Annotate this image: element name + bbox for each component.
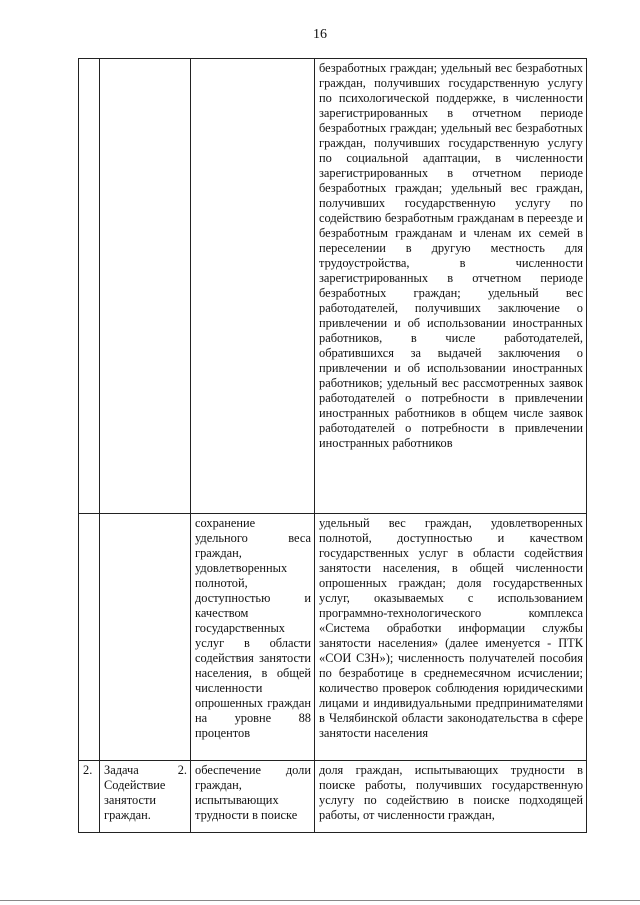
row-number-cell xyxy=(79,514,100,761)
indicators-text: удельный вес граждан, удовлетворенных полнотой, доступностью и качеством государственных услуг в области содействия занятости населения, в общей численности опрошенных граждан; доля государственных услуг, оказываемых с использованием программно-технологического комплекса «Система обработки информации службы занятости населения» (далее именуется - ПТК «СОИ СЗН»); численность получателей пособия по безработице в среднемесячном исчислении; количество проверок соблюдения юридическими лицами и индивидуальными предпринимателями в Челябинской области законодательства в сфере занятости населения xyxy=(319,516,583,740)
page-number: 16 xyxy=(313,27,327,42)
indicators-cell xyxy=(315,514,587,761)
row-number-cell xyxy=(79,761,100,833)
table-row xyxy=(79,761,587,833)
row-number: 2. xyxy=(83,763,93,777)
target-text: обеспечение доли граждан, испытывающих трудности в поиске xyxy=(195,763,311,822)
table-row xyxy=(79,514,587,761)
page-bottom-edge xyxy=(0,900,640,901)
row-number-cell xyxy=(79,59,100,514)
task-cell xyxy=(100,514,191,761)
task-cell xyxy=(100,59,191,514)
table-row xyxy=(79,59,587,514)
target-cell xyxy=(191,761,315,833)
indicators-text: доля граждан, испытывающих трудности в поиске работы, получивших государственную услугу по содействию в поиске подходящей работы, от численности граждан, xyxy=(319,763,583,822)
program-indicators-table xyxy=(78,58,587,833)
indicators-cell xyxy=(315,761,587,833)
indicators-text: безработных граждан; удельный вес безработных граждан, получивших государственную услугу по психологической поддержке, в численности зарегистрированных в отчетном периоде безработных граждан; удельный вес безработных граждан, получивших государственную услугу по социальной адаптации, в численности зарегистрированных в отчетном периоде безработных граждан; удельный вес граждан, получивших государственную услугу по содействию безработным гражданам в переезде и безработным гражданам и членам их семей в переселении в другую местность для трудоустройства, в численности зарегистрированных в отчетном периоде безработных граждан; удельный вес работодателей, получивших заключение о привлечении и об использовании иностранных работников, в числе работодателей, обратившихся за выдачей заключения о привлечении и об использовании иностранных работников; удельный вес рассмотренных заявок работодателей о потребности в привлечении иностранных работников в общем числе заявок работодателей о потребности в привлечении иностранных работников xyxy=(319,61,583,450)
task-text: Задача 2. Содействие занятости граждан. xyxy=(104,763,187,822)
indicators-cell xyxy=(315,59,587,514)
target-cell xyxy=(191,59,315,514)
target-text: сохранение удельного веса граждан, удовлетворенных полнотой, доступностью и качеством государственных услуг в области содействия занятости населения, в общей численности опрошенных граждан на уровне 88 процентов xyxy=(195,516,311,740)
target-cell xyxy=(191,514,315,761)
task-cell xyxy=(100,761,191,833)
